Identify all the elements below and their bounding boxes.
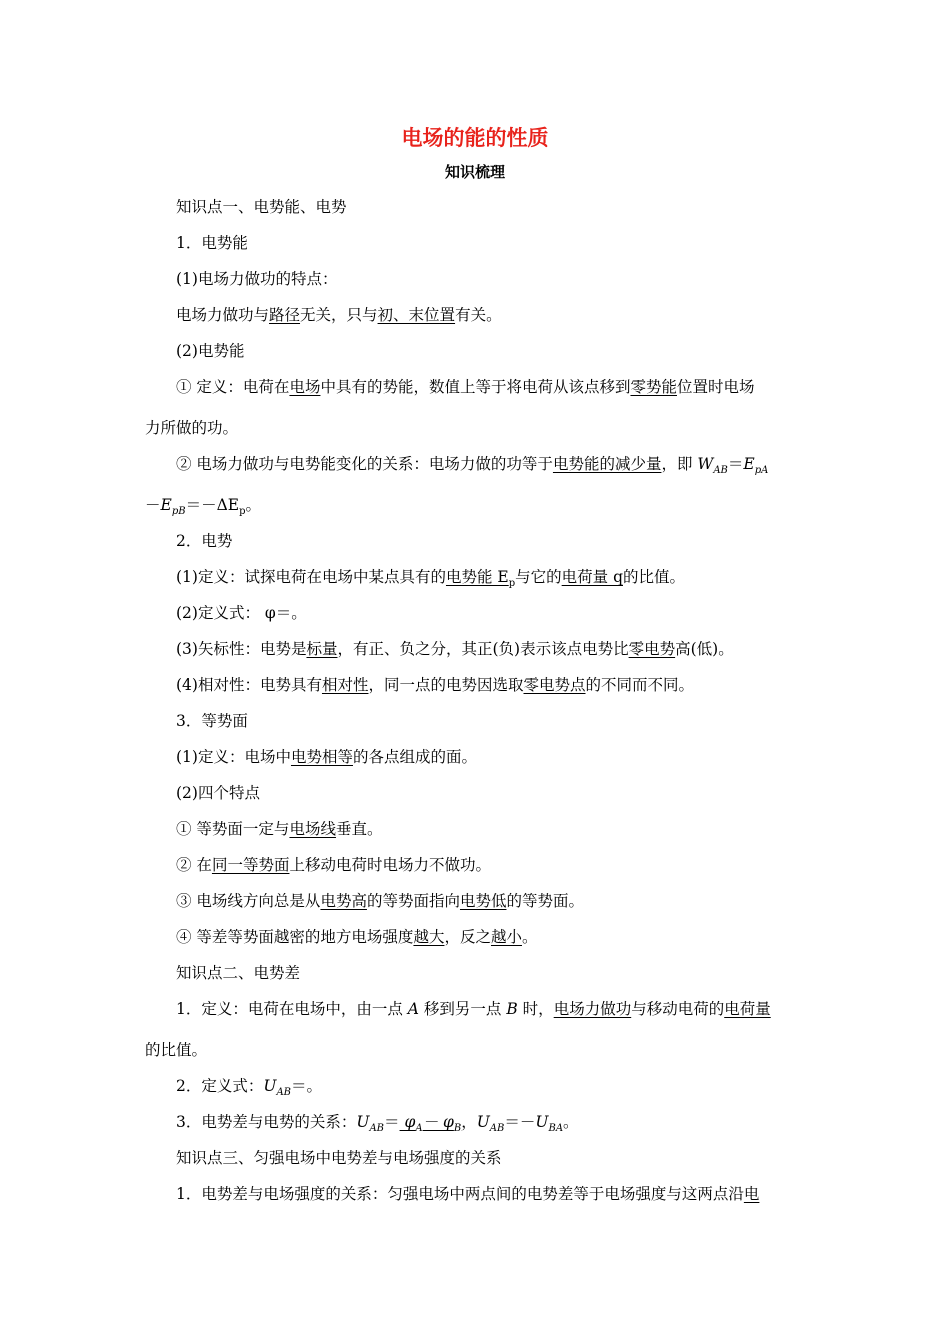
heading-s3-2: (2)四个特点 xyxy=(176,784,260,802)
section-subtitle: 知识梳理 xyxy=(444,163,505,181)
blank-answer: 电势相等 xyxy=(290,748,353,766)
paragraph-s3-1: (1)定义：电场中电势相等的各点组成的面。 xyxy=(176,748,477,766)
feature-1: ① 等势面一定与电场线垂直。 xyxy=(176,820,383,838)
blank-answer: 标量 xyxy=(306,640,338,658)
paragraph-s1-2-rel: ② 电场力做功与电势能变化的关系：电场力做的功等于电势能的减少量，即 $W_{AB}=E_{pA}$ xyxy=(176,455,769,477)
blank-answer: 电 xyxy=(743,1185,760,1203)
blank-answer: 相对性 xyxy=(321,676,369,694)
heading-s2: 2．电势 xyxy=(176,532,233,550)
blank-answer: 电荷量 xyxy=(724,1000,771,1018)
page-title: 电场的能的性质 xyxy=(401,126,549,150)
blank-answer: 电场 xyxy=(289,378,321,396)
heading-k2: 知识点二、电势差 xyxy=(176,964,301,982)
blank-answer: 电势高 xyxy=(320,892,367,910)
blank-answer: $\varphi_A- \varphi_B$ xyxy=(399,1113,462,1135)
paragraph-s1-2-rel-cont: $-E_{pB}=-\Delta E_p$。 xyxy=(145,496,262,518)
paragraph-s2-4: (4)相对性：电势具有相对性，同一点的电势因选取零电势点的不同而不同。 xyxy=(176,676,695,694)
blank-answer: 电场力做功 xyxy=(553,1000,632,1018)
paragraph-s1-2-def-cont: 力所做的功。 xyxy=(145,419,239,437)
blank-answer: 零电势 xyxy=(628,640,676,658)
paragraph-s1-1: 电场力做功与路径无关，只与初、末位置有关。 xyxy=(176,306,502,324)
feature-4: ④ 等差等势面越密的地方电场强度越大，反之越小。 xyxy=(176,928,538,946)
blank-answer: 越小 xyxy=(490,928,522,946)
paragraph-k2-2: 2．定义式：$U_{AB}=$。 xyxy=(176,1077,323,1099)
feature-2: ② 在同一等势面上移动电荷时电场力不做功。 xyxy=(176,856,491,874)
heading-s1-2: (2)电势能 xyxy=(176,342,245,360)
blank-answer: 初、末位置 xyxy=(377,306,456,324)
paragraph-s1-2-def: ① 定义：电荷在电场中具有的势能，数值上等于将电荷从该点移到零势能位置时电场 xyxy=(176,378,755,396)
blank-answer: 路径 xyxy=(269,306,301,324)
blank-answer: 零电势点 xyxy=(523,676,586,694)
paragraph-k2-3: 3．电势差与电势的关系：$U_{AB}= \varphi_A- \varphi_B$，$U_{AB}=-U_{BA}$。 xyxy=(176,1113,579,1135)
paragraph-s2-2: (2)定义式： φ＝。 xyxy=(176,604,307,622)
paragraph-s2-1: (1)定义：试探电荷在电场中某点具有的电势能 $E_p$与它的电荷量 q的比值。 xyxy=(176,568,686,590)
heading-s1-1: (1)电场力做功的特点： xyxy=(176,270,338,288)
blank-answer: 同一等势面 xyxy=(211,856,290,874)
blank-answer: 电荷量 q xyxy=(561,568,623,586)
paragraph-k2-1-cont: 的比值。 xyxy=(145,1041,208,1059)
blank-answer: 越大 xyxy=(413,928,445,946)
paragraph-k3-1: 1．电势差与电场强度的关系：匀强电场中两点间的电势差等于电场强度与这两点沿电 xyxy=(176,1185,760,1203)
blank-answer: 电势低 xyxy=(459,892,507,910)
heading-k3: 知识点三、匀强电场中电势差与电场强度的关系 xyxy=(176,1149,502,1167)
heading-s3: 3．等势面 xyxy=(176,712,248,730)
blank-answer: 电势能 $E_p$ xyxy=(445,568,516,590)
feature-3: ③ 电场线方向总是从电势高的等势面指向电势低的等势面。 xyxy=(176,892,584,910)
blank-answer: 零势能 xyxy=(630,378,677,396)
blank-answer: 电势能的减少量 xyxy=(552,455,662,473)
heading-s1: 1．电势能 xyxy=(176,234,248,252)
paragraph-s2-3: (3)矢标性：电势是标量，有正、负之分，其正(负)表示该点电势比零电势高(低)。 xyxy=(176,640,734,658)
paragraph-k2-1: 1．定义：电荷在电场中，由一点 A 移到另一点 B 时，电场力做功与移动电荷的电荷量 xyxy=(176,1000,771,1018)
heading-k1: 知识点一、电势能、电势 xyxy=(176,198,347,216)
blank-answer: 电场线 xyxy=(289,820,336,838)
